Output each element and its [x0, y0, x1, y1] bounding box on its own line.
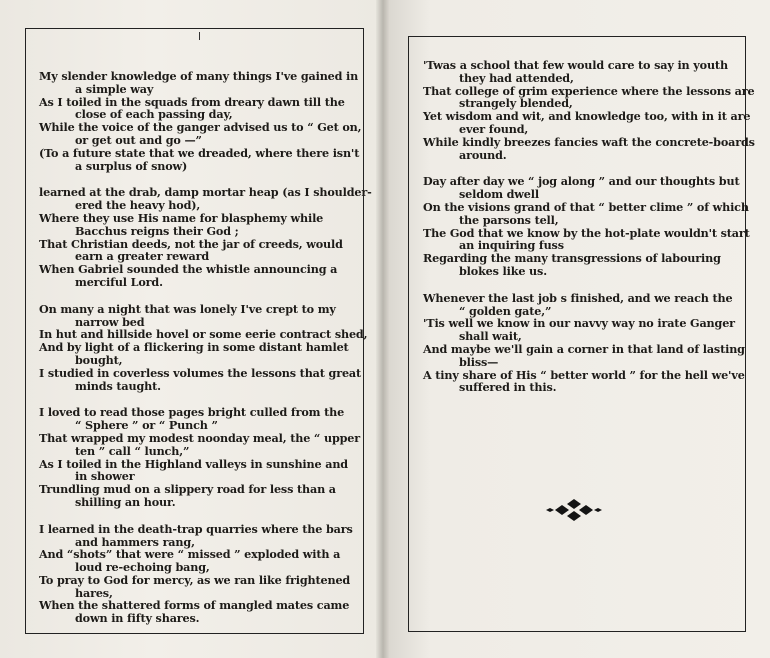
poem-line: Day after day we “ jog along ” and our thoughts but: [423, 174, 740, 189]
frame-tick-mark: [199, 32, 200, 40]
poem-line: As I toiled in the Highland valleys in sunshine and: [39, 456, 348, 471]
stanza: [39, 69, 362, 173]
stanza: [39, 521, 353, 626]
poem-line: Regarding the many transgressions of labouring: [423, 251, 721, 266]
stanza: [39, 185, 372, 289]
poem-line: A tiny share of His “ better world ” for the hell we've: [423, 367, 745, 382]
poem-line: I loved to read those pages bright culled from the: [39, 405, 345, 420]
poem-line: strangely blended,: [459, 96, 573, 111]
poem-line: (To a future state that we dreaded, where there isn't: [39, 145, 360, 160]
poem-line: I studied in coverless volumes the lessons that great: [39, 365, 362, 380]
poem-line: As I toiled in the squads from dreary dawn till the: [39, 94, 345, 109]
stanza: [39, 405, 360, 509]
poem-line: down in fifty shares.: [75, 611, 200, 626]
poem-line: ever found,: [459, 121, 529, 136]
poem-line: they had attended,: [459, 70, 574, 85]
poem-line: I learned in the death-trap quarries where the bars: [39, 521, 353, 536]
right-poem-column: [423, 58, 755, 408]
poem-line: bliss—: [459, 354, 499, 369]
poem-line: bought,: [75, 352, 123, 367]
poem-line: While kindly breezes fancies waft the concrete-boards: [423, 134, 755, 149]
stanza: [423, 290, 745, 395]
poem-line: To pray to God for mercy, as we ran like frightened: [39, 572, 351, 587]
poem-line: In hut and hillside hovel or some eerie contract shed,: [39, 327, 368, 342]
poem-line: My slender knowledge of many things I've gained in: [39, 69, 359, 83]
poem-line: Bacchus reigns their God ;: [75, 223, 239, 238]
poem-line: And maybe we'll gain a corner in that land of lasting: [423, 341, 745, 356]
poem-line: And by light of a flickering in some distant hamlet: [39, 340, 349, 355]
poem-line: learned at the drab, damp mortar heap (as I shoulder-: [39, 185, 372, 200]
poem-line: earn a greater reward: [75, 249, 210, 264]
poem-line: minds taught.: [75, 378, 161, 393]
poem-line: seldom dwell: [459, 187, 539, 202]
poem-line: close of each passing day,: [75, 107, 233, 122]
poem-line: in shower: [75, 469, 135, 484]
diamond-cluster-ornament: [545, 499, 603, 521]
poem-line: “ golden gate,”: [459, 303, 552, 318]
poem-line: Whenever the last job s finished, and we reach the: [423, 290, 733, 305]
poem-line: ten ” call “ lunch,”: [75, 443, 190, 458]
left-poem-column: [39, 69, 372, 639]
poem-line: shall wait,: [459, 329, 522, 344]
poem-line: Where they use His name for blasphemy while: [39, 210, 324, 225]
poem-line: a simple way: [75, 81, 154, 96]
poem-line: “ Sphere ” or “ Punch ”: [75, 418, 218, 433]
stanza: [423, 174, 750, 278]
poem-line: narrow bed: [75, 314, 145, 329]
poem-line: That college of grim experience where the lessons are: [423, 83, 755, 98]
poem-line: On the visions grand of that “ better clime ” of which: [423, 199, 749, 214]
poem-line: That wrapped my modest noonday meal, the “ upper: [39, 430, 360, 445]
poem-line: or get out and go —”: [75, 132, 202, 147]
poem-line: The God that we know by the hot-plate wouldn't start: [423, 225, 750, 240]
poem-line: ered the heavy hod),: [75, 198, 201, 213]
poem-line: shilling an hour.: [75, 494, 176, 509]
poem-line: While the voice of the ganger advised us to “ Get on,: [39, 120, 362, 135]
poem-line: hares,: [75, 585, 113, 600]
poem-line: loud re-echoing bang,: [75, 560, 210, 575]
poem-line: On many a night that was lonely I've crept to my: [39, 301, 336, 316]
book-gutter: [376, 0, 390, 658]
poem-line: suffered in this.: [459, 380, 557, 395]
poem-line: Yet wisdom and wit, and knowledge too, with in it are: [423, 109, 751, 124]
poem-line: the parsons tell,: [459, 212, 559, 227]
poem-line: That Christian deeds, not the jar of creeds, would: [39, 236, 343, 251]
poem-line: When the shattered forms of mangled mates came: [39, 598, 350, 613]
poem-line: Trundling mud on a slippery road for less than a: [39, 482, 336, 497]
stanza: [39, 301, 368, 393]
stanza: [423, 58, 755, 162]
poem-line: 'Twas a school that few would care to say in youth: [423, 58, 728, 72]
poem-line: a surplus of snow): [75, 158, 188, 173]
poem-line: blokes like us.: [459, 263, 547, 278]
poem-line: And “shots” that were “ missed ” exploded with a: [39, 547, 341, 562]
poem-line: 'Tis well we know in our navvy way no irate Ganger: [423, 316, 735, 331]
poem-line: merciful Lord.: [75, 274, 163, 289]
poem-line: around.: [459, 147, 507, 162]
poem-line: and hammers rang,: [75, 534, 195, 549]
poem-line: When Gabriel sounded the whistle announcing a: [39, 262, 338, 277]
poem-line: an inquiring fuss: [459, 238, 564, 253]
